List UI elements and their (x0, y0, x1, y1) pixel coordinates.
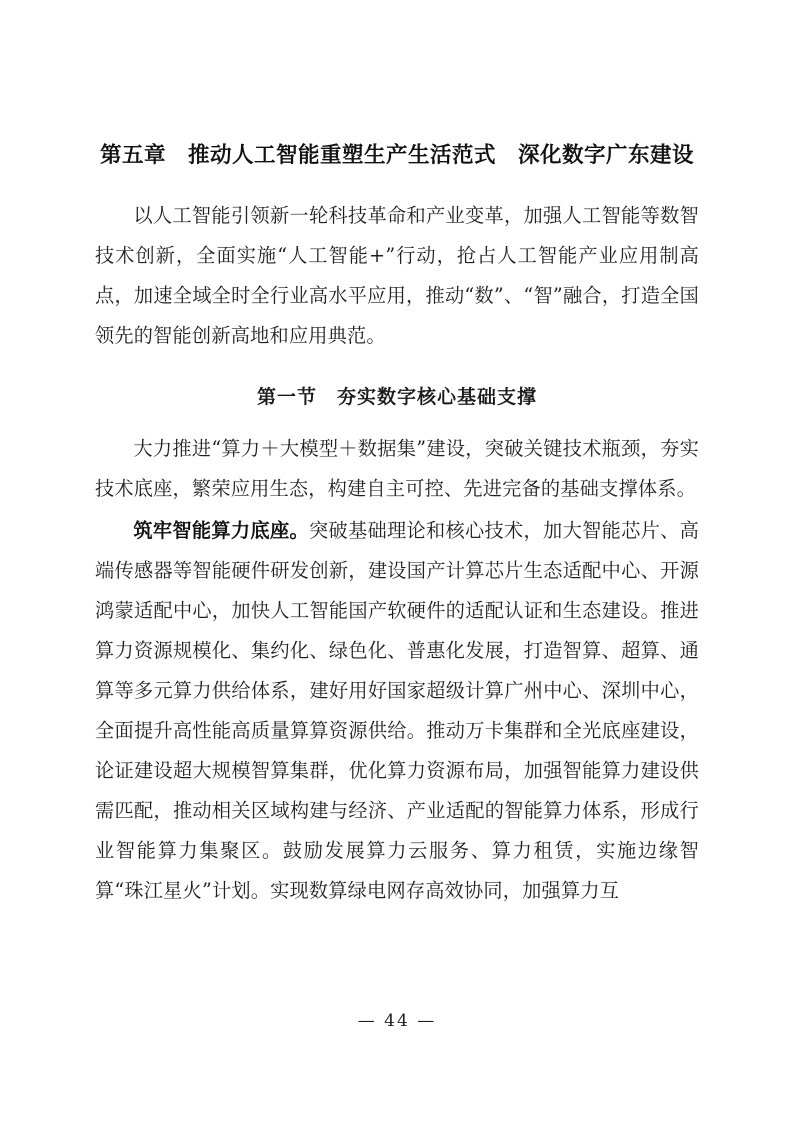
subsection-body: 突破基础理论和核心技术，加大智能芯片、高端传感器等智能硬件研发创新，建设国产计算芯片生态适配中心、开源鸿蒙适配中心，加快人工智能国产软硬件的适配认证和生态建设。推进算力资源规模化、集约化、绿色化、普惠化发展，打造智算、超算、通算等多元算力供给体系，建好用好国家超级计算广州中心、深圳中心，全面提升高性能高质量算算资源供给。推动万卡集群和全光底座建设，论证建设超大规模智算集群，优化算力资源布局，加强智能算力建设供需匹配，推动相关区域构建与经济、产业适配的智能算力体系，形成行业智能算力集聚区。鼓励发展算力云服务、算力租赁，实施边缘智算“珠江星火”计划。实现数算绿电网存高效协同，加强算力互 (95, 518, 699, 902)
chapter-title: 第五章 推动人工智能重塑生产生活范式 深化数字广东建设 (99, 143, 694, 168)
subsection-lead: 筑牢智能算力底座。 (133, 518, 309, 542)
subsection-paragraph (95, 511, 699, 911)
intro-paragraph: 以人工智能引领新一轮科技革命和产业变革，加强人工智能等数智技术创新，全面实施“人工智能+”行动，抢占人工智能产业应用制高点，加速全域全时全行业高水平应用，推动“数”、“智”融合，打造全国领先的智能创新高地和应用典范。 (95, 204, 699, 348)
section-title: 第一节 夯实数字核心基础支撑 (256, 386, 537, 409)
section-paragraph: 大力推进“算力＋大模型＋数据集”建设，突破关键技术瓶颈，夯实技术底座，繁荣应用生态，构建自主可控、先进完备的基础支撑体系。 (95, 436, 699, 500)
page-number: — 44 — (357, 1011, 437, 1031)
